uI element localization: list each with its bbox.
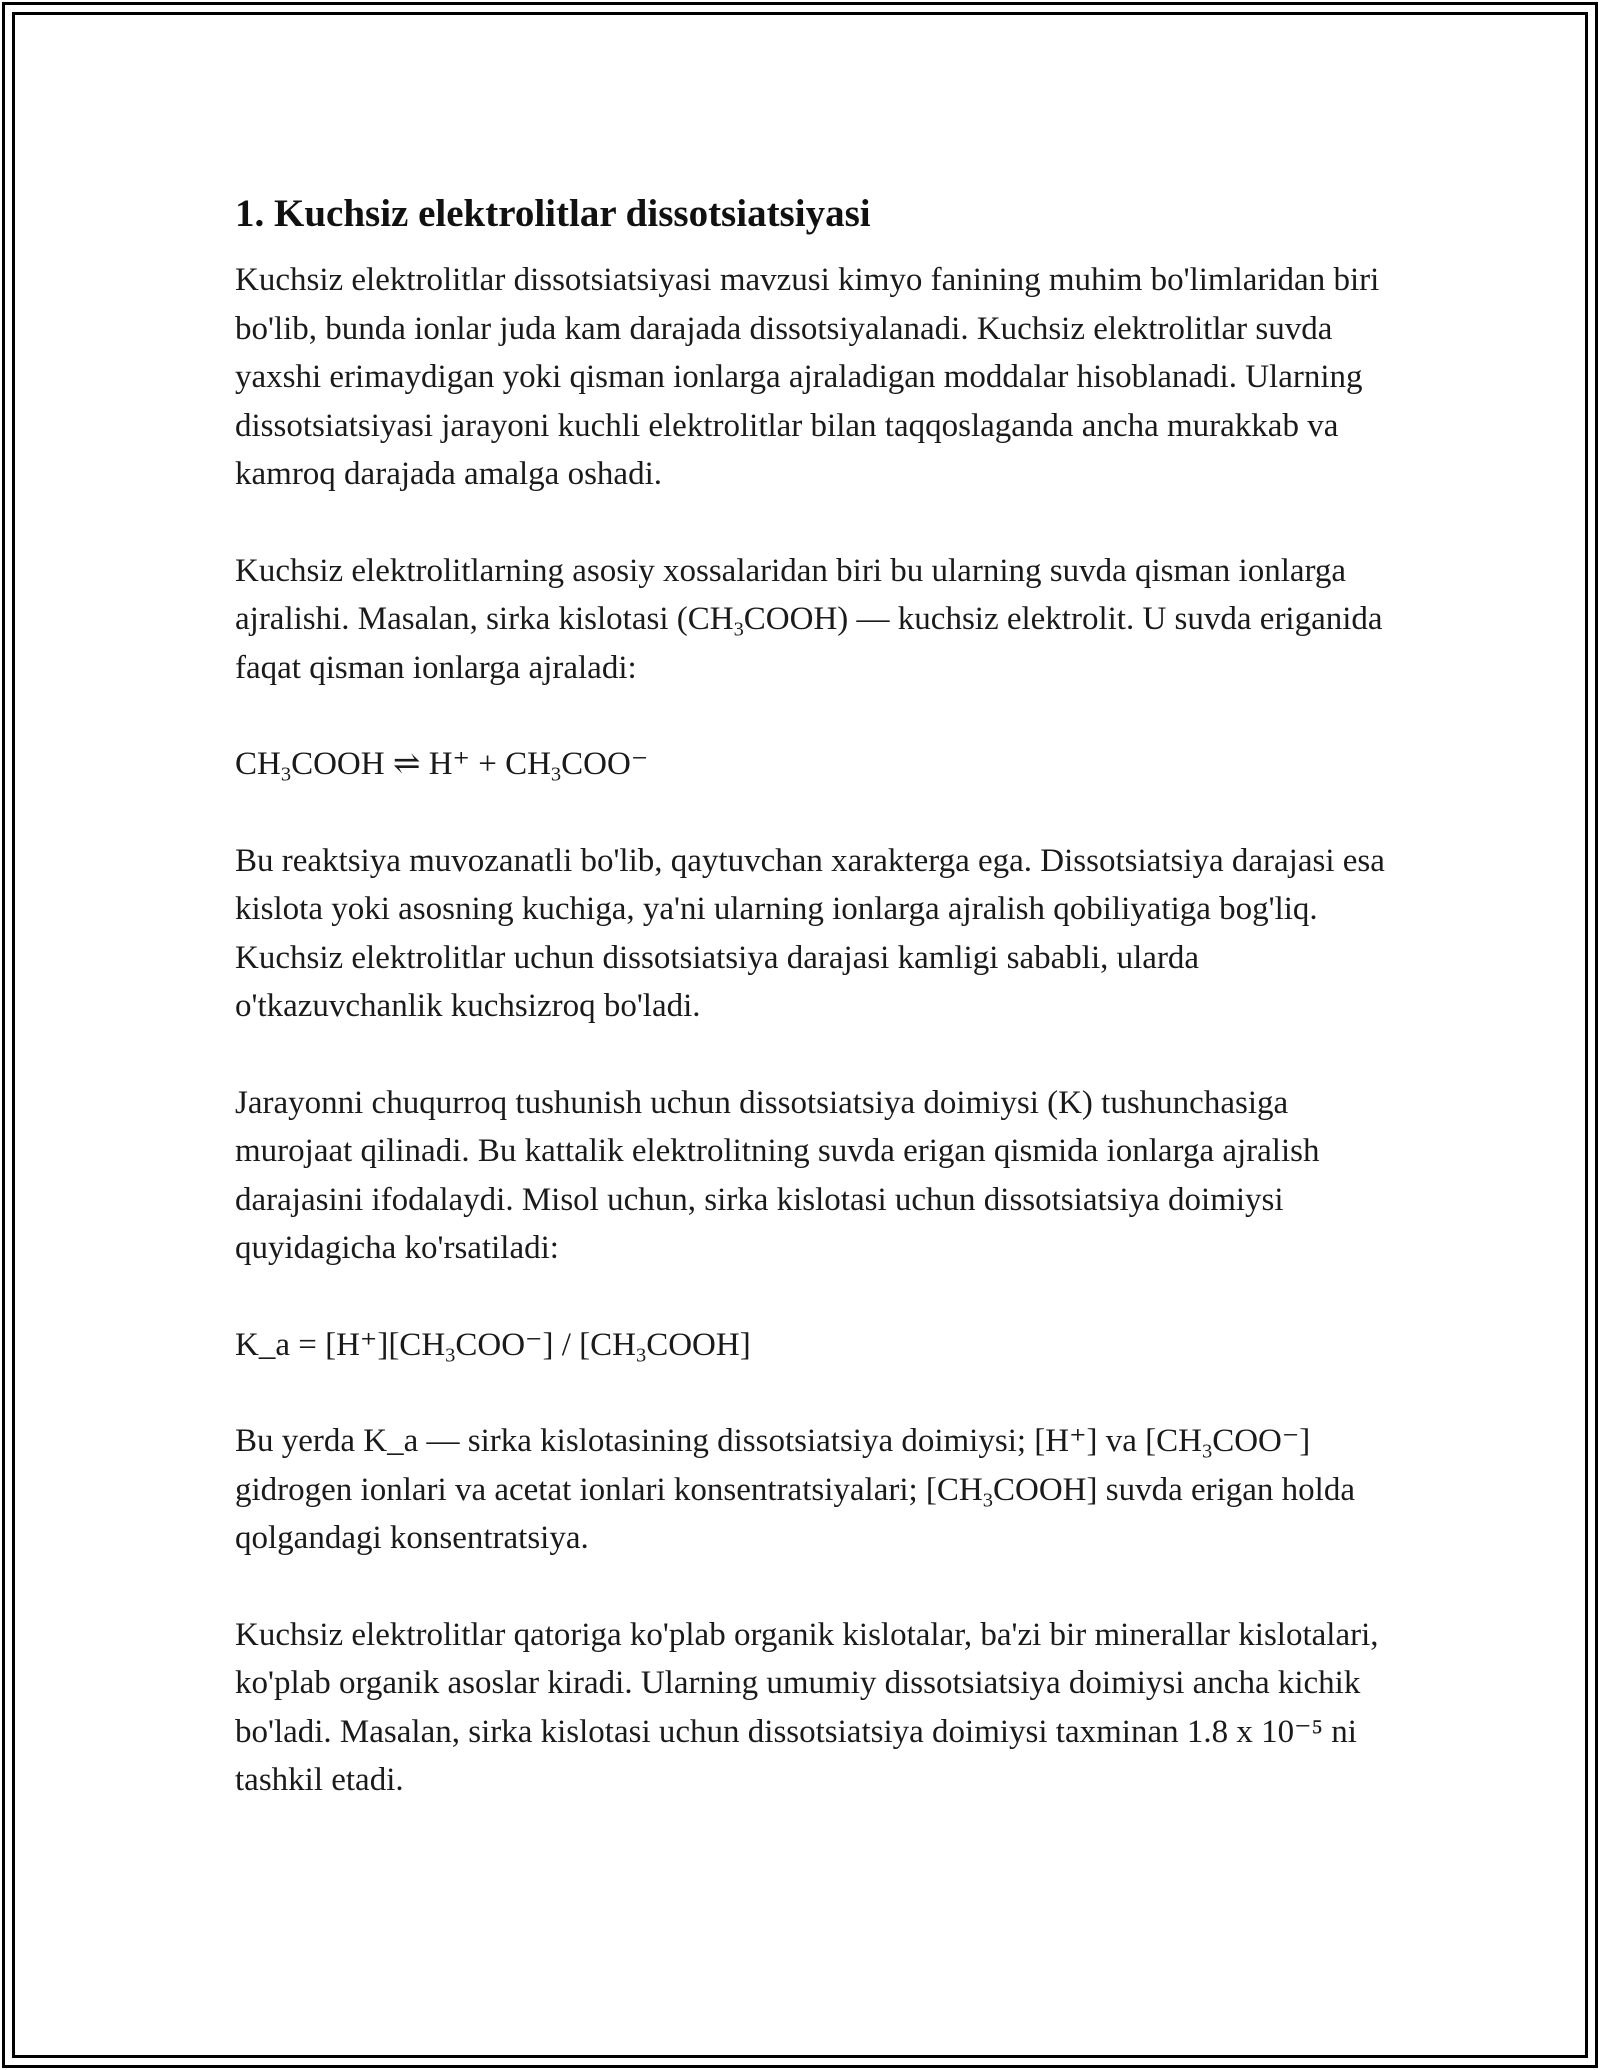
paragraph-equilibrium: Bu reaktsiya muvozanatli bo'lib, qaytuvchan xarakterga ega. Dissotsiatsiya darajasi esa kislota yoki asosning kuchiga, ya'ni ularning ionlarga ajralish qobiliyatiga bog'liq. Kuchsiz elektrolitlar uchun dissotsiatsiya darajasi kamligi sababli, ularda o'tkazuvchanlik kuchsizroq bo'ladi.	[235, 842, 1385, 1024]
paragraph-weak-electrolyte-examples: Kuchsiz elektrolitlar qatoriga ko'plab organik kislotalar, ba'zi bir minerallar kislotalari, ko'plab organik asoslar kiradi. Ularning umumiy dissotsiatsiya doimiysi ancha kichik bo'ladi. Masalan, sirka kislotasi uchun dissotsiatsiya doimiysi taxminan 1.8 x 10⁻⁵ ni tashkil etadi.	[235, 1616, 1379, 1798]
paragraph-ka-explanation: Bu yerda K_a — sirka kislotasining dissotsiatsiya doimiysi; [H⁺] va $[CH_3COO^-]$ gidrogen ionlari va acetat ionlari konsentratsiyalari; $[CH_3COOH]$ suvda erigan holda qolgandagi konsentratsiya.	[235, 1423, 1355, 1556]
paragraph-intro: Kuchsiz elektrolitlar dissotsiatsiyasi mavzusi kimyo fanining muhim bo'limlaridan biri bo'lib, bunda ionlar juda kam darajada dissotsiyalanadi. Kuchsiz elektrolitlar suvda yaxshi erimaydigan yoki qisman ionlarga ajraladigan moddalar hisoblanadi. Ularning dissotsiatsiyasi jarayoni kuchli elektrolitlar bilan taqqoslaganda ancha murakkab va kamroq darajada amalga oshadi.	[235, 262, 1380, 492]
paragraph-dissociation-constant: Jarayonni chuqurroq tushunish uchun dissotsiatsiya doimiysi (K) tushunchasiga murojaat qilinadi. Bu kattalik elektrolitning suvda erigan qismida ionlarga ajralish darajasini ifodalaydi. Misol uchun, sirka kislotasi uchun dissotsiatsiya doimiysi quyidagicha ko'rsatiladi:	[235, 1084, 1320, 1266]
document-body	[235, 186, 1395, 1805]
section-title: 1. Kuchsiz elektrolitlar dissotsiatsiyasi	[235, 192, 871, 235]
paragraph-acetic-acid-example: Kuchsiz elektrolitlarning asosiy xossalaridan biri bu ularning suvda qisman ionlarga ajralishi. Masalan, sirka kislotasi $(CH_3COOH)$ — kuchsiz elektrolit. U suvda eriganida faqat qisman ionlarga ajraladi:	[235, 552, 1383, 686]
equation-dissociation: $CH_3COOH$ ⇌ $H^+ + CH_3COO^-$	[235, 746, 649, 786]
equation-ka: K_a = $[H^+][CH_3COO^-]$ / $[CH_3COOH]$	[235, 1326, 751, 1367]
